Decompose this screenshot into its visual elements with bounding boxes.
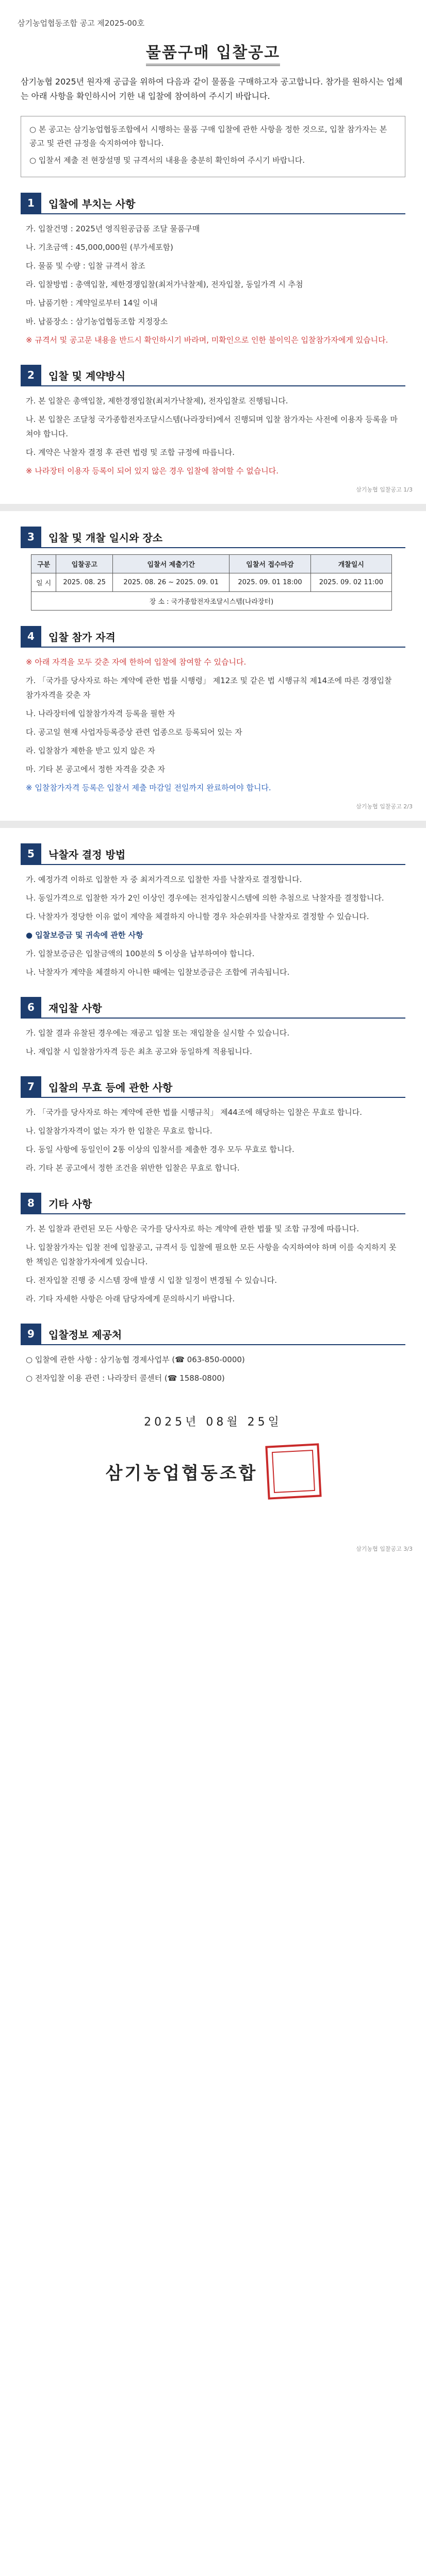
section-5-header [21, 843, 405, 865]
s9-line-2: ○ 전자입찰 이용 관련 : 나라장터 콜센터 (☎ 1588-0800) [26, 1374, 225, 1383]
notice-line-2: ○ 입찰서 제출 전 현장설명 및 규격서의 내용을 충분히 확인하여 주시기 바랍니다. [29, 156, 305, 165]
s6-line-1: 가. 입찰 결과 유찰된 경우에는 재공고 입찰 또는 재입찰을 실시할 수 있습니다. [26, 1028, 290, 1038]
section-5-title: 낙찰자 결정 방법 [48, 848, 126, 861]
td-deadline: 2025. 09. 01 18:00 [230, 573, 310, 592]
s4-line-2: 나. 나라장터에 입찰참가자격 등록을 필한 자 [26, 709, 175, 718]
s4-line-3: 다. 공고일 현재 사업자등록증상 관련 업종으로 등록되어 있는 자 [26, 727, 242, 737]
s2-line-1: 가. 본 입찰은 총액입찰, 제한경쟁입찰(최저가낙찰제), 전자입찰로 진행됩니다. [26, 396, 288, 405]
section-8-header [21, 1193, 405, 1214]
th-submit-period: 입찰서 제출기간 [113, 555, 230, 573]
section-9-header [21, 1324, 405, 1345]
s7-line-4: 라. 기타 본 공고에서 정한 조건을 위반한 입찰은 무효로 합니다. [26, 1163, 240, 1173]
td-opening: 2025. 09. 02 11:00 [310, 573, 391, 592]
notice-line-1: ○ 본 공고는 삼기농업협동조합에서 시행하는 물품 구매 입찰에 관한 사항을 정한 것으로, 입찰 참가자는 본 공고 및 관련 규정을 숙지하여야 합니다. [29, 125, 387, 148]
section-2-header [21, 365, 405, 386]
section-7-header [21, 1076, 405, 1098]
section-6-title: 재입찰 사항 [48, 1002, 102, 1014]
section-9-title: 입찰정보 제공처 [48, 1328, 122, 1341]
section-1-title: 입찰에 부치는 사항 [48, 197, 136, 210]
s2-line-3: 다. 계약은 낙찰자 결정 후 관련 법령 및 조합 규정에 따릅니다. [26, 448, 235, 457]
page-footer-1: 삼기농협 입찰공고 1/3 [356, 486, 413, 493]
page-divider-2 [0, 821, 426, 828]
s8-line-3: 다. 전자입찰 진행 중 시스템 장애 발생 시 입찰 일정이 변경될 수 있습니다. [26, 1276, 277, 1285]
section-8-number: 8 [21, 1193, 41, 1213]
s1-line-4: 라. 입찰방법 : 총액입찰, 제한경쟁입찰(최저가낙찰제), 전자입찰, 동일가격 시 추첨 [26, 280, 303, 289]
schedule-table [31, 554, 392, 611]
td-place: 장 소 : 국가종합전자조달시스템(나라장터) [31, 592, 392, 611]
section-6-number: 6 [21, 997, 41, 1018]
table-row [31, 573, 392, 592]
s6-line-2: 나. 재입찰 시 입찰참가자격 등은 최초 공고와 동일하게 적용됩니다. [26, 1047, 252, 1056]
th-deadline: 입찰서 접수마감 [230, 555, 310, 573]
s4-line-1: 가. 「국가를 당사자로 하는 계약에 관한 법률 시행령」 제12조 및 같은 법 시행규칙 제14조에 따른 경쟁입찰 참가자격을 갖춘 자 [26, 676, 392, 700]
s1-line-2: 나. 기초금액 : 45,000,000원 (부가세포함) [26, 243, 173, 252]
section-3-title: 입찰 및 개찰 일시와 장소 [48, 531, 163, 544]
page-title [0, 40, 426, 62]
official-seal-icon [266, 1443, 322, 1499]
section-4-number: 4 [21, 626, 41, 647]
section-7-number: 7 [21, 1076, 41, 1097]
notice-box [21, 116, 405, 177]
td-category: 일 시 [31, 573, 56, 592]
sheet-3 [0, 843, 426, 1563]
section-3-number: 3 [21, 527, 41, 547]
intro-text: 삼기농협 2025년 원자재 공급을 위하여 다음과 같이 물품을 구매하고자 공고합니다. 참가를 원하시는 업체는 아래 사항을 확인하시어 기한 내 입찰에 참여하여 주시기 바랍니다. [21, 77, 403, 101]
title-text: 물품구매 입찰공고 [146, 44, 280, 66]
section-3-header [21, 527, 405, 548]
s8-line-1: 가. 본 입찰과 관련된 모든 사항은 국가를 당사자로 하는 계약에 관한 법률 및 조합 규정에 따릅니다. [26, 1224, 359, 1233]
table-row [31, 592, 392, 611]
s4-warning: ※ 아래 자격을 모두 갖춘 자에 한하여 입찰에 참여할 수 있습니다. [26, 657, 247, 667]
s4-line-4: 라. 입찰참가 제한을 받고 있지 않은 자 [26, 746, 155, 755]
section-4-title: 입찰 참가 자격 [48, 631, 116, 643]
s1-line-1: 가. 입찰건명 : 2025년 영직원공급품 조달 물품구매 [26, 224, 200, 233]
section-4-header [21, 626, 405, 648]
notice-date: 2025년 08월 25일 [144, 1416, 282, 1429]
s7-line-3: 다. 동일 사항에 동일인이 2통 이상의 입찰서를 제출한 경우 모두 무효로 합니다. [26, 1145, 294, 1154]
s1-line-5: 마. 납품기한 : 계약일로부터 14일 이내 [26, 298, 158, 308]
section-2-title: 입찰 및 계약방식 [48, 369, 126, 382]
s7-line-2: 나. 입찰참가자격이 없는 자가 한 입찰은 무효로 합니다. [26, 1126, 212, 1136]
s4-line-5: 마. 기타 본 공고에서 정한 자격을 갖춘 자 [26, 765, 165, 774]
s1-line-6: 바. 납품장소 : 삼기농업협동조합 지정장소 [26, 317, 168, 326]
th-category: 구분 [31, 555, 56, 573]
s1-warning: ※ 규격서 및 공고문 내용을 반드시 확인하시기 바라며, 미확인으로 인한 불이익은 입찰참가자에게 있습니다. [26, 335, 388, 345]
s4-info: ※ 입찰참가자격 등록은 입찰서 제출 마감일 전일까지 완료하여야 합니다. [26, 783, 271, 792]
page-footer-3: 삼기농협 입찰공고 3/3 [356, 1546, 413, 1552]
s9-line-1: ○ 입찰에 관한 사항 : 삼기농협 경제사업부 (☎ 063-850-0000) [26, 1355, 245, 1364]
page-footer-2: 삼기농협 입찰공고 2/3 [356, 803, 413, 810]
section-1-header [21, 193, 405, 214]
section-5-number: 5 [21, 843, 41, 864]
section-1-number: 1 [21, 193, 41, 213]
issuer-block [0, 1445, 426, 1498]
s1-line-3: 다. 물품 및 수량 : 입찰 규격서 참조 [26, 261, 145, 270]
th-notice: 입찰공고 [56, 555, 113, 573]
s5-sub-line-1: 가. 입찰보증금은 입찰금액의 100분의 5 이상을 납부하여야 합니다. [26, 949, 255, 958]
sheet-1 [0, 0, 426, 504]
issuer-name: 삼기농업협동조합 [105, 1463, 258, 1484]
s5-subheading: ● 입찰보증금 및 귀속에 관한 사항 [26, 930, 143, 940]
s7-line-1: 가. 「국가를 당사자로 하는 계약에 관한 법률 시행규칙」 제44조에 해당하는 입찰은 무효로 합니다. [26, 1108, 362, 1117]
s8-line-4: 라. 기타 자세한 사항은 아래 담당자에게 문의하시기 바랍니다. [26, 1294, 235, 1303]
s5-line-3: 다. 낙찰자가 정당한 이유 없이 계약을 체결하지 아니할 경우 차순위자를 낙찰자로 결정할 수 있습니다. [26, 912, 369, 921]
s5-line-2: 나. 동일가격으로 입찰한 자가 2인 이상인 경우에는 전자입찰시스템에 의한 추첨으로 낙찰자를 결정합니다. [26, 893, 384, 903]
s2-line-2: 나. 본 입찰은 조달청 국가종합전자조달시스템(나라장터)에서 진행되며 입찰 참가자는 사전에 이용자 등록을 마쳐야 합니다. [26, 415, 398, 438]
section-2-number: 2 [21, 365, 41, 385]
page-divider-1 [0, 504, 426, 511]
th-opening: 개찰일시 [310, 555, 391, 573]
s5-line-1: 가. 예정가격 이하로 입찰한 자 중 최저가격으로 입찰한 자를 낙찰자로 결정합니다. [26, 875, 302, 884]
section-9-number: 9 [21, 1324, 41, 1344]
td-submit-period: 2025. 08. 26 ~ 2025. 09. 01 [113, 573, 230, 592]
section-7-title: 입찰의 무효 등에 관한 사항 [48, 1081, 173, 1094]
table-header-row [31, 555, 392, 573]
s8-line-2: 나. 입찰참가자는 입찰 전에 입찰공고, 규격서 등 입찰에 필요한 모든 사항을 숙지하여야 하며 이를 숙지하지 못한 책임은 입찰참가자에게 있습니다. [26, 1243, 397, 1266]
notice-number: 삼기농업협동조합 공고 제2025-00호 [18, 19, 145, 28]
s2-warning: ※ 나라장터 이용자 등록이 되어 있지 않은 경우 입찰에 참여할 수 없습니다. [26, 466, 278, 476]
section-6-header [21, 997, 405, 1019]
section-8-title: 기타 사항 [48, 1197, 92, 1210]
s5-sub-line-2: 나. 낙찰자가 계약을 체결하지 아니한 때에는 입찰보증금은 조합에 귀속됩니다. [26, 968, 290, 977]
sheet-2 [0, 527, 426, 821]
td-notice: 2025. 08. 25 [56, 573, 113, 592]
